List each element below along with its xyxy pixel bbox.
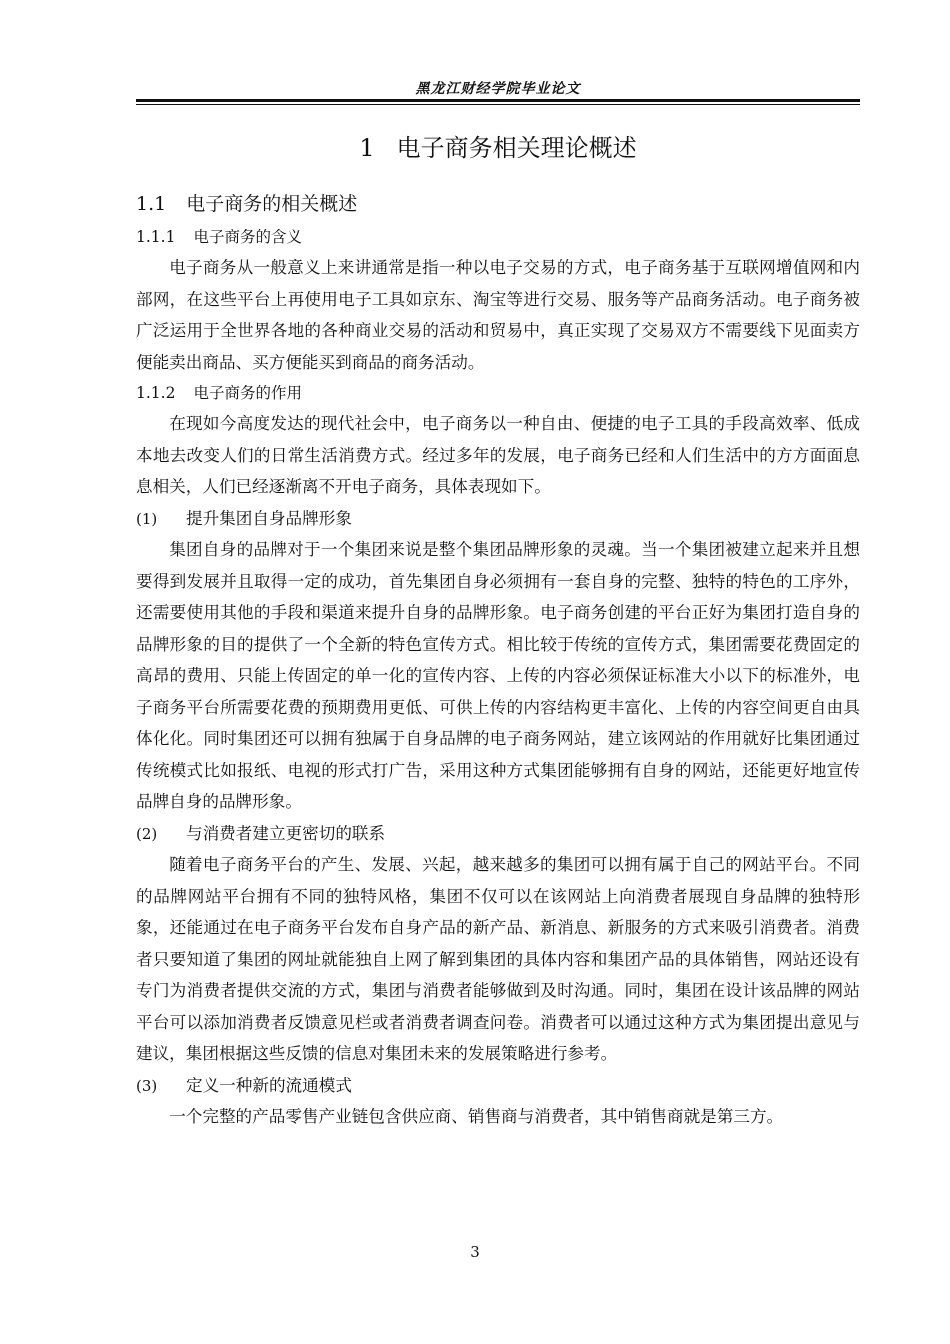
- subsection-number: 1.1.2: [136, 384, 176, 402]
- list-item-title: 提升集团自身品牌形象: [186, 508, 352, 528]
- header-rule-thin: [136, 104, 860, 105]
- list-item-heading: [136, 503, 860, 535]
- list-item-heading: [136, 818, 860, 850]
- list-item-heading: [136, 1070, 860, 1102]
- chapter-number: 1: [359, 134, 375, 162]
- section-number: 1.1: [136, 193, 167, 215]
- paragraph-brand-image: 集团自身的品牌对于一个集团来说是整个集团品牌形象的灵魂。当一个集团被建立起来并且想要得到发展并且取得一定的成功，首先集团自身必须拥有一套自身的完整、独特的特色的工序外，还需要使用其他的手段和渠道来提升自身的品牌形象。电子商务创建的平台正好为集团打造自身的品牌形象的目的提供了一个全新的特色宣传方式。相比较于传统的宣传方式，集团需要花费固定的高昂的费用、只能上传固定的单一化的宣传内容、上传的内容必须保证标准大小以下的标准外，电子商务平台所需要花费的预期费用更低、可供上传的内容结构更丰富化、上传的内容空间更自由具体化化。同时集团还可以拥有独属于自身品牌的电子商务网站，建立该网站的作用就好比集团通过传统模式比如报纸、电视的形式打广告，采用这种方式集团能够拥有自身的网站，还能更好地宣传品牌自身的品牌形象。: [136, 540, 860, 811]
- chapter-title-text: 电子商务相关理论概述: [396, 134, 637, 162]
- list-item-title: 与消费者建立更密切的联系: [186, 823, 386, 843]
- list-item-title: 定义一种新的流通模式: [186, 1075, 352, 1095]
- section-title: [136, 186, 860, 222]
- page-number: 3: [470, 1243, 480, 1261]
- list-item-number: (3): [136, 1076, 158, 1095]
- subsection-title-text: 电子商务的含义: [193, 228, 302, 246]
- paragraph-role: 在现如今高度发达的现代社会中，电子商务以一种自由、便捷的电子工具的手段高效率、低成本地去改变人们的日常生活消费方式。经过多年的发展，电子商务已经和人们生活中的方方面面息息相关，人们已经逐渐离不开电子商务，具体表现如下。: [136, 414, 860, 496]
- paragraph-circulation-model: 一个完整的产品零售产业链包含供应商、销售商与消费者，其中销售商就是第三方。: [169, 1107, 784, 1126]
- subsection-number: 1.1.1: [136, 228, 176, 246]
- list-item-number: (2): [136, 824, 158, 843]
- subsection-title-text: 电子商务的作用: [193, 384, 302, 402]
- list-item-number: (1): [136, 509, 158, 528]
- chapter-title: [136, 128, 860, 168]
- running-header: 黑龙江财经学院毕业论文: [415, 81, 581, 97]
- header-rule-thick: [136, 99, 860, 102]
- section-title-text: 电子商务的相关概述: [186, 193, 358, 215]
- page-content: [136, 128, 860, 1133]
- subsection-title-definition: [136, 222, 860, 252]
- paragraph-definition: 电子商务从一般意义上来讲通常是指一种以电子交易的方式，电子商务基于互联网增值网和内部网，在这些平台上再使用电子工具如京东、淘宝等进行交易、服务等产品商务活动。电子商务被广泛运用于全世界各地的各种商业交易的活动和贸易中，真正实现了交易双方不需要线下见面卖方便能卖出商品、买方便能买到商品的商务活动。: [136, 258, 860, 372]
- paragraph-consumer-connection: 随着电子商务平台的产生、发展、兴起，越来越多的集团可以拥有属于自己的网站平台。不同的品牌网站平台拥有不同的独特风格，集团不仅可以在该网站上向消费者展现自身品牌的独特形象，还能通过在电子商务平台发布自身产品的新产品、新消息、新服务的方式来吸引消费者。消费者只要知道了集团的网址就能独自上网了解到集团的具体内容和集团产品的具体销售，网站还设有专门为消费者提供交流的方式，集团与消费者能够做到及时沟通。同时，集团在设计该品牌的网站平台可以添加消费者反馈意见栏或者消费者调查问卷。消费者可以通过这种方式为集团提出意见与建议，集团根据这些反馈的信息对集团未来的发展策略进行参考。: [136, 855, 860, 1063]
- subsection-title-role: [136, 378, 860, 408]
